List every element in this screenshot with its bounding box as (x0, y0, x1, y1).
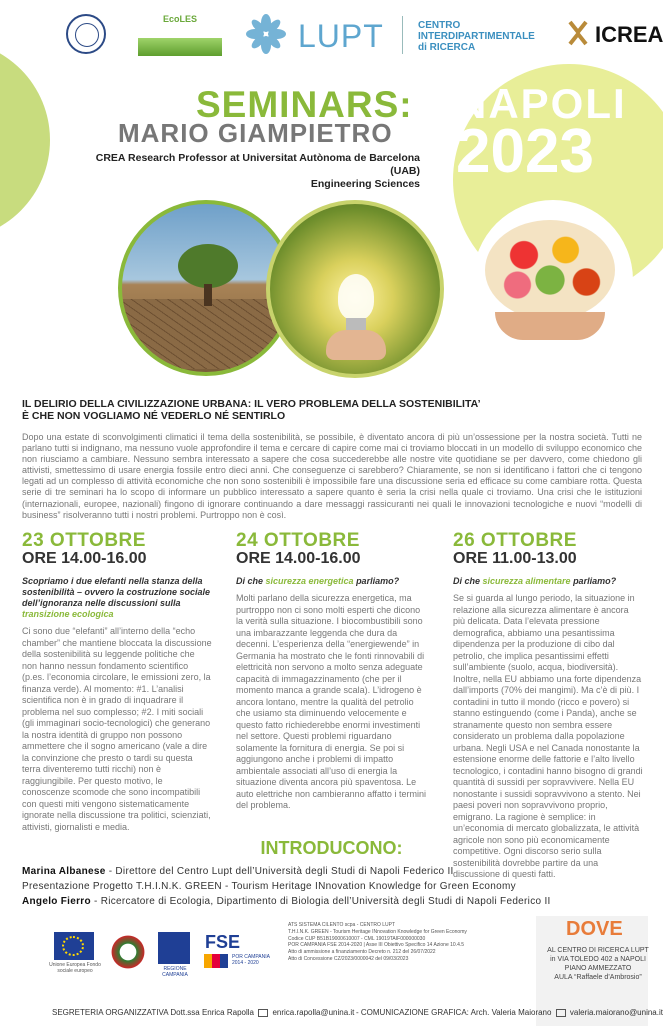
fse-sub-line: POR CAMPANIA (232, 954, 270, 960)
comunicazione-email[interactable]: valeria.maiorano@unina.it (569, 1008, 663, 1017)
fine-line: Codice CUP B51B19000610007 - CML 19019TAIF000000030 (288, 935, 426, 942)
eu-caption: Unione Europea Fondo sociale europeo (49, 962, 101, 974)
header-divider (402, 16, 403, 54)
intro-speaker-role: - Ricercatore di Ecologia, Dipartimento di Biologia dell’Università degli Studi di Napoli Federico II (90, 896, 551, 907)
intro-speaker-name: Marina Albanese (22, 866, 106, 877)
centro-line: di RICERCA (418, 42, 476, 53)
hands-image (495, 312, 605, 340)
segreteria-label: SEGRETERIA ORGANIZZATIVA Dott.ssa Enrica Rapolla (52, 1008, 254, 1017)
introducono-line (22, 894, 551, 909)
address-line: AL CENTRO DI RICERCA LUPT (547, 947, 649, 954)
tree-crown (178, 244, 238, 288)
speaker-role (90, 152, 420, 191)
introducono-line (22, 879, 551, 894)
bulb-base (346, 318, 366, 330)
mail-icon (258, 1009, 268, 1017)
fse-subtitle (232, 954, 270, 966)
subtitle-highlight: sicurezza alimentare (482, 576, 571, 586)
seminar-subtitle (453, 576, 643, 587)
seminar-text: Ci sono due “elefanti” all’interno della “echo chamber” che mantiene bloccata la discussione della sostenibilità su leggende politiche che non hanno nessun fondamento scientifico (p.es. l’economia circolare, le emissioni zero, la finanza verde). Al momento: #1. L’analisi scientifica non è in grado di inquadrare il problema nel suo complesso; #2. I miti sociali (gli immaginari socio-tecnologici) che generano la nostra identità di gruppo non possono ammettere che il sogno americano (vale a dire la convinzione che presto o tardi su questa terra diventeremo tutti ricchi) non è raggiungibile. Per questo motivo, le conoscenze scomode che sono incompatibili con questi miti vengono sistematicamente ignorate nella discussione tra politici, scienziati, attivisti, giornalisti e media. (22, 626, 212, 832)
city-label: NAPOLI (456, 80, 627, 127)
segreteria-line (52, 1008, 354, 1017)
headline (22, 398, 481, 422)
location-address (542, 946, 654, 982)
address-line: PIANO AMMEZZATO (564, 965, 632, 972)
seminar-column-2 (236, 532, 426, 812)
decorative-green-circle (0, 40, 50, 240)
subtitle-highlight: transizione ecologica (22, 609, 114, 619)
comunicazione-line (356, 1008, 663, 1017)
role-line: Engineering Sciences (310, 178, 420, 190)
icrea-mark-icon (566, 18, 590, 48)
ecoles-graphic (138, 38, 222, 56)
intro-text: Dopo una estate di sconvolgimenti climatici il tema della sostenibilità, se possibile, è diventato ancora di più un’ossessione per la nostra società. Tutti ne parlano tutti si indignano, ma nessuno vuole approfondire il tema e cercare di capire come mai ci troviamo bloccati in un modello di sviluppo economico che non riusciamo a cambiare. Nessuno sembra interessato a sapere che cosa succederebbe alle nostre vite quotidiane se per davvero, come chiedono gli attivisti, smettessimo di usare energia fossile entro dieci anni. Che conseguenze ci sarebbero? Chiaramente, se non si identificano i fattori che ci tengono legati ad un complesso di attività economiche che non sono sostenibili è impossibile fare una discussione seria ed efficace su come cambiare rotta. Questa serie di tre seminari ha lo scopo di informare un pubblico interessato a sapere quanto è seria la crisi nella quale ci troviamo. Una crisi che le istituzioni (internazionali, europee, nazionali) fingono di ignorare continuando a dare messaggi rassicuranti nei quali le innovazioni tecnologiche e nuovi “modelli di business” risolveranno tutti i nostri problemi. Purtroppo non è così. (22, 432, 642, 520)
centro-line: CENTRO (418, 20, 461, 31)
italian-republic-emblem (110, 932, 146, 972)
seminars-title: SEMINARS: (196, 84, 413, 125)
seminar-time: ORE 14.00-16.00 (236, 550, 361, 567)
subtitle-highlight: sicurezza energetica (265, 576, 354, 586)
subtitle-post: parliamo? (570, 576, 617, 586)
seminar-text: Molti parlano della sicurezza energetica, ma purtroppo non ci sono molti esperti che dicono la verità sulla situazione. I biocombustibili sono una imbarazzante leggenda che dura da decenni. L’esperienza della “energiewende” in Germania ha mostrato che le fonti rinnovabili di elettricità non servono a molto senza adeguate capacità di immagazzinamento (che per il momento manca a grande scala). L’idrogeno è ancora lontano, mentre la qualità del petrolio che usiamo sta diminuendo velocemente e questo fatto richiederebbe enormi investimenti nel settore. Questi problemi riguardano solamente la fornitura di energia. Se poi si aggiungono anche i problemi di impatto ambientale associati all’uso di energia la situazione diventa ancora più spaventosa. Le auto elettriche non cambieranno affatto i termini del problema. (236, 593, 426, 810)
seminar-column-1 (22, 532, 212, 833)
lupt-flower-icon (246, 14, 286, 54)
ecoles-logo (134, 14, 226, 60)
fse-logo-text: FSE (205, 932, 241, 952)
intro-project: Presentazione Progetto T.H.I.N.K. GREEN - Tourism Heritage INnovation Knowledge for Green Economy (22, 881, 516, 892)
headline-line: IL DELIRIO DELLA CIVILIZZAZIONE URBANA: IL VERO PROBLEMA DELLA SOSTENIBILITA’ (22, 398, 481, 410)
address-line: in VIA TOLEDO 402 a NAPOLI (550, 956, 646, 963)
seminar-date: 26 OTTOBRE (453, 530, 577, 551)
dove-title: DOVE (566, 918, 623, 940)
region-caption: REGIONE CAMPANIA (162, 966, 188, 978)
role-line: CREA Research Professor at Universitat Autònoma de Barcelona (UAB) (95, 152, 420, 177)
fine-line: Atto di Concessione CZ/2023/0000042 del 09/03/2023 (288, 955, 409, 962)
year-label: 2023 (456, 117, 594, 186)
fse-logo-graphic (204, 954, 228, 968)
fine-line: T.H.I.N.K. GREEN - Tourism Heritage INnovation Knowledge for Green Economy (288, 928, 467, 935)
intro-speaker-name: Angelo Fierro (22, 896, 91, 907)
eu-stars-icon (62, 936, 84, 956)
tree-trunk (204, 284, 212, 306)
fine-line: ATS SISTEMA CILENTO scpa - CENTRO LUPT (288, 922, 396, 928)
seminar-date: 23 OTTOBRE (22, 530, 146, 551)
university-seal-logo (66, 14, 106, 54)
seminar-time: ORE 11.00-13.00 (453, 550, 577, 567)
intro-speaker-role: - Direttore del Centro Lupt dell’Università degli Studi di Napoli Federico II (105, 866, 454, 877)
fine-line: Atto di ammissione a finanziamento Decreto n. 212 del 26/07/2022 (288, 949, 436, 956)
icrea-logo-text: ICREA (595, 22, 663, 47)
food-bowl-photo (473, 200, 633, 360)
fine-line: POR CAMPANIA FSE 2014-2020 | Asse III Obiettivo Specifico 14 Azione 10.4.5 (288, 942, 465, 949)
seminar-column-3 (453, 532, 643, 881)
headline-line: È CHE NON VOGLIAMO NÉ VEDERLO NÉ SENTIRLO (22, 410, 286, 422)
regione-campania-logo (158, 932, 190, 964)
ecoles-label: EcoLES (162, 14, 197, 24)
lupt-logo-text: LUPT (298, 18, 384, 54)
comunicazione-label: - COMUNICAZIONE GRAFICA: Arch. Valeria Maiorano (356, 1008, 552, 1017)
introducono-line (22, 864, 551, 879)
fse-sub-line: 2014 - 2020 (232, 960, 259, 966)
introducono-list (22, 864, 551, 909)
subtitle-post: parliamo? (353, 576, 400, 586)
hand-image (326, 330, 386, 360)
subtitle-pre: Scopriamo i due elefanti nella stanza della sostenibilità – ovvero la costruzione sociale dell’ignoranza nelle discussioni sulla (22, 576, 211, 608)
seminar-time: ORE 14.00-16.00 (22, 550, 147, 567)
food-bowl (485, 220, 615, 320)
cracked-soil (122, 299, 282, 369)
seminar-subtitle (22, 576, 212, 620)
seminar-text: Se si guarda al lungo periodo, la situazione in relazione alla sicurezza alimentare è ancora più delicata. Data l’elevata pressione demografica, abbiamo una pesantissima dipendenza per la produzione di cibo dal petrolio, che implica pesantissimi effetti sull’ambiente (suolo, acqua, biodiversità). Inoltre, nella EU abbiamo una forte dipendenza dall’imports (70% dei mangimi). Ma c’è di più. I contadini in tutto il mondo (ricco e povero) si stanno estinguendo (come i Panda), anche se stranamente questo non sembra essere considerato un problema dalla popolazione urbana. Negli USA e nel Canada nonostante la estensione enorme delle fattorie e l’alto livello tecnologico, i contadini hanno bisogno di grandi quantità di sussidi per sopravvivere. Nella EU nonostante i sussidi sopravvivono a stento. Nei paesi poveri non sopravvivono proprio, emigrano. La ragione è semplice: in un’economia di mercato globalizzata, le attività agricole non sono più economicamente competitive. Ogni discorso serio sulla sostenibilità dovrebbe partire da una discussione di questi fatti. (453, 593, 643, 879)
subtitle-pre: Di che (236, 576, 266, 586)
mail-icon (556, 1009, 566, 1017)
seminar-subtitle (236, 576, 426, 587)
address-line: AULA “Raffaele d’Ambrosio” (554, 974, 642, 981)
lightbulb-photo (266, 200, 444, 378)
centro-line: INTERDIPARTIMENTALE (418, 31, 535, 42)
lightbulb-icon (338, 274, 374, 320)
segreteria-email[interactable]: enrica.rapolla@unina.it (272, 1008, 355, 1017)
subtitle-pre: Di che (453, 576, 483, 586)
seminar-date: 24 OTTOBRE (236, 530, 360, 551)
centro-label (418, 20, 535, 53)
funding-fine-print (288, 922, 498, 963)
speaker-name: MARIO GIAMPIETRO (118, 118, 393, 148)
eu-flag-logo (54, 932, 94, 960)
introducono-title: INTRODUCONO: (260, 838, 403, 858)
